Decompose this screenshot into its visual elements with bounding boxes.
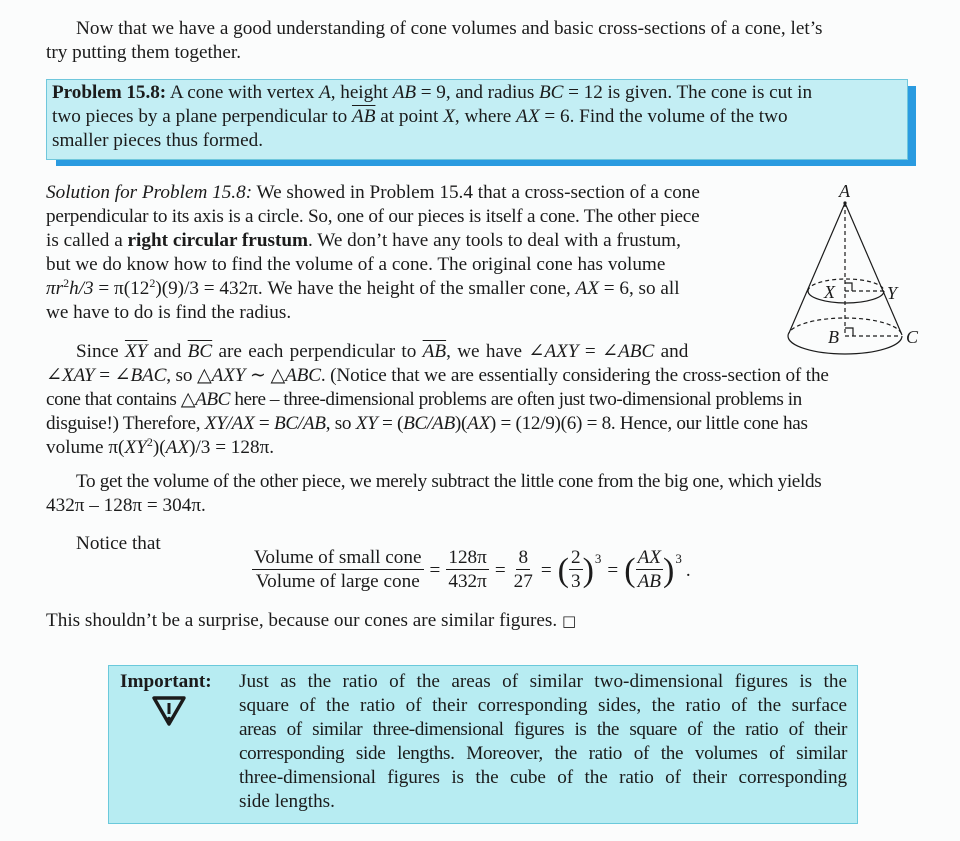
para2-line-1 xyxy=(76,340,688,364)
para2-text: , so △ xyxy=(166,365,212,386)
exponent: 2 xyxy=(146,435,153,449)
fraction-ax-ab xyxy=(636,547,663,594)
problem-line-2 xyxy=(52,105,788,129)
exponent: 2 xyxy=(149,276,156,290)
para2-text: cone that contains △ xyxy=(46,389,196,410)
fraction-2-3 xyxy=(569,547,583,594)
exponent: 2 xyxy=(63,276,70,290)
numerator: 128π xyxy=(448,547,487,568)
small-ellipse-back xyxy=(808,279,884,291)
var-ax: AX xyxy=(467,413,490,434)
exponent: 3 xyxy=(594,551,602,566)
cone-figure xyxy=(780,175,960,365)
solution-text: We showed in Problem 15.4 that a cross-section of a cone xyxy=(256,182,700,203)
important-line: side lengths. xyxy=(239,791,335,812)
solution-line-2: perpendicular to its axis is a circle. So, one of our pieces is itself a cone. The other piece xyxy=(46,206,700,227)
base-ellipse-front xyxy=(788,336,902,354)
label-y: Y xyxy=(887,283,898,303)
para2-text: are each perpendicular to xyxy=(212,341,423,362)
ratio-bc-ab: BC/AB xyxy=(273,413,326,434)
ratio-xy-ax: XY/AX xyxy=(204,413,255,434)
triangle-abc: ABC xyxy=(285,365,321,386)
para2-text: disguise!) Therefore, xyxy=(46,413,205,434)
important-line: areas of similar three-dimensional figures is the square of the ratio of their xyxy=(239,719,847,740)
left-paren: ( xyxy=(557,551,569,589)
segment-ab: $\overline{AB}$ xyxy=(422,341,447,362)
para2-text: )( xyxy=(454,413,468,434)
right-paren: ) xyxy=(663,551,675,589)
numerator: 2 xyxy=(570,547,581,568)
important-line: square of the ratio of their corresponding sides, the ratio of the surface xyxy=(239,695,847,716)
equals-sign: = xyxy=(429,559,441,581)
para3-line-1: To get the volume of the other piece, we merely subtract the little cone from the big one, which yields xyxy=(76,471,822,492)
denominator: AB xyxy=(637,571,662,592)
var-xy: XY xyxy=(124,437,147,458)
math-pi-r: πr xyxy=(46,278,64,299)
problem-text: , height xyxy=(330,82,393,103)
para2-text: . (Notice that we are essentially considering the cross-section of the xyxy=(320,365,829,386)
var-bc: BC xyxy=(539,82,564,103)
solution-line-1 xyxy=(46,181,700,205)
para2-text: and xyxy=(654,341,689,362)
solution-line-3 xyxy=(46,229,681,253)
important-line: Just as the ratio of the areas of similar two-dimensional figures is the xyxy=(239,671,847,692)
important-line: three-dimensional figures is the cube of the ratio of their corresponding xyxy=(239,767,847,788)
para2-text: ∼ △ xyxy=(245,365,286,386)
para2-line-4 xyxy=(46,412,808,436)
problem-text: = 9, and radius xyxy=(416,82,539,103)
angle-xay: XAY xyxy=(61,365,95,386)
left-paren: ( xyxy=(624,551,636,589)
math-h: h/3 xyxy=(69,278,94,299)
intro-line-2: try putting them together. xyxy=(46,42,242,63)
solution-label: Solution for Problem 15.8: xyxy=(46,182,253,203)
solution-text: )(9)/3 = 432π. We have the height of the smaller cone, xyxy=(155,278,576,299)
ratio-bc-ab: BC/AB xyxy=(403,413,455,434)
label-b: B xyxy=(828,327,839,347)
solution-text: . We don’t have any tools to deal with a frustum, xyxy=(308,230,681,251)
denominator: 27 xyxy=(513,571,533,592)
triangle-axy: AXY xyxy=(211,365,246,386)
var-ab: AB xyxy=(392,82,417,103)
cone-edge-right xyxy=(845,203,902,335)
warning-triangle-icon xyxy=(150,694,188,728)
para2-line-3 xyxy=(46,388,802,412)
small-ellipse-front xyxy=(808,291,884,303)
solution-text: = π(12 xyxy=(93,278,150,299)
conclusion-text: This shouldn’t be a surprise, because our cones are similar figures. xyxy=(46,610,558,631)
equals-sign: = xyxy=(540,559,552,581)
para2-text: , we have ∠ xyxy=(446,341,545,362)
var-a: A xyxy=(319,82,331,103)
important-text xyxy=(239,670,847,814)
problem-line-3: smaller pieces thus formed. xyxy=(52,130,263,151)
fraction-volumes xyxy=(252,547,424,594)
term-frustum: right circular frustum xyxy=(127,230,308,251)
exponent: 3 xyxy=(675,551,682,566)
conclusion-line xyxy=(46,609,576,633)
label-x: X xyxy=(824,282,835,302)
angle-abc: ABC xyxy=(618,341,655,362)
equals-sign: = xyxy=(607,559,619,581)
problem-line-1 xyxy=(52,81,900,105)
para2-text: , so xyxy=(325,413,356,434)
label-c: C xyxy=(906,327,919,347)
para2-text: = ∠ xyxy=(578,341,619,362)
right-angle-b xyxy=(845,328,853,336)
denominator: Volume of large cone xyxy=(255,571,420,592)
var-x: X xyxy=(443,106,455,127)
var-xy: XY xyxy=(355,413,378,434)
problem-text: , where xyxy=(454,106,517,127)
equals-sign: = xyxy=(494,559,506,581)
solution-text: = 6, so all xyxy=(598,278,680,299)
var-ax: AX xyxy=(165,437,190,458)
para2-text: = xyxy=(254,413,274,434)
para2-text: here – three-dimensional problems are often just two-dimensional problems in xyxy=(229,389,802,410)
para2-text: volume π( xyxy=(46,437,125,458)
numerator: Volume of small cone xyxy=(254,547,422,568)
fraction-pi xyxy=(446,547,488,594)
para2-text: = ∠ xyxy=(94,365,131,386)
ratio-equation xyxy=(252,547,691,594)
intro-line-1: Now that we have a good understanding of cone volumes and basic cross-sections of a cone, let’s xyxy=(76,18,823,39)
label-a: A xyxy=(839,181,850,201)
var-ax: AX xyxy=(516,106,540,127)
para2-line-2 xyxy=(46,364,829,388)
denominator: 3 xyxy=(570,571,581,592)
fraction-8-27 xyxy=(512,547,535,594)
para2-text: )( xyxy=(152,437,166,458)
angle-bac: BAC xyxy=(130,365,167,386)
angle-axy: AXY xyxy=(544,341,579,362)
period: . xyxy=(685,559,691,581)
triangle-abc: ABC xyxy=(195,389,230,410)
problem-text: at point xyxy=(375,106,444,127)
base-ellipse-back xyxy=(788,318,902,336)
problem-text: = 6. Find the volume of the two xyxy=(539,106,788,127)
right-paren: ) xyxy=(582,551,594,589)
problem-text: A cone with vertex xyxy=(169,82,320,103)
numerator: AX xyxy=(637,547,662,568)
solution-line-5 xyxy=(46,277,680,301)
para3-line-2: 432π – 128π = 304π. xyxy=(46,495,206,516)
segment-bc: $\overline{BC}$ xyxy=(187,341,213,362)
para2-text: )/3 = 128π. xyxy=(189,437,275,458)
problem-label: Problem 15.8: xyxy=(52,82,167,103)
notice-lead: Notice that xyxy=(76,533,161,554)
qed-square-icon: □ xyxy=(561,612,577,630)
var-ax: AX xyxy=(575,278,599,299)
para2-text: Since xyxy=(76,341,125,362)
para2-text: and xyxy=(147,341,188,362)
problem-text: = 12 is given. The cone is cut in xyxy=(563,82,812,103)
segment-xy: $\overline{XY}$ xyxy=(124,341,148,362)
para2-text: = ( xyxy=(377,413,404,434)
solution-text: is called a xyxy=(46,230,128,251)
vertex-a-dot xyxy=(843,201,846,204)
right-angle-x xyxy=(845,283,852,291)
para2-line-5 xyxy=(46,436,274,460)
segment-ab: $\overline{AB}$ xyxy=(351,106,376,127)
solution-line-4: but we do know how to find the volume of a cone. The original cone has volume xyxy=(46,254,666,275)
denominator: 432π xyxy=(448,571,487,592)
para2-text: ∠ xyxy=(46,365,62,386)
important-label: Important: xyxy=(120,671,212,692)
solution-line-6: we have to do is find the radius. xyxy=(46,302,292,323)
para2-text: ) = (12/9)(6) = 8. Hence, our little cone has xyxy=(489,413,808,434)
numerator: 8 xyxy=(518,547,529,568)
problem-text: two pieces by a plane perpendicular to xyxy=(52,106,352,127)
important-line: corresponding side lengths. Moreover, the ratio of the volumes of similar xyxy=(239,743,847,764)
cone-edge-left xyxy=(789,203,845,333)
